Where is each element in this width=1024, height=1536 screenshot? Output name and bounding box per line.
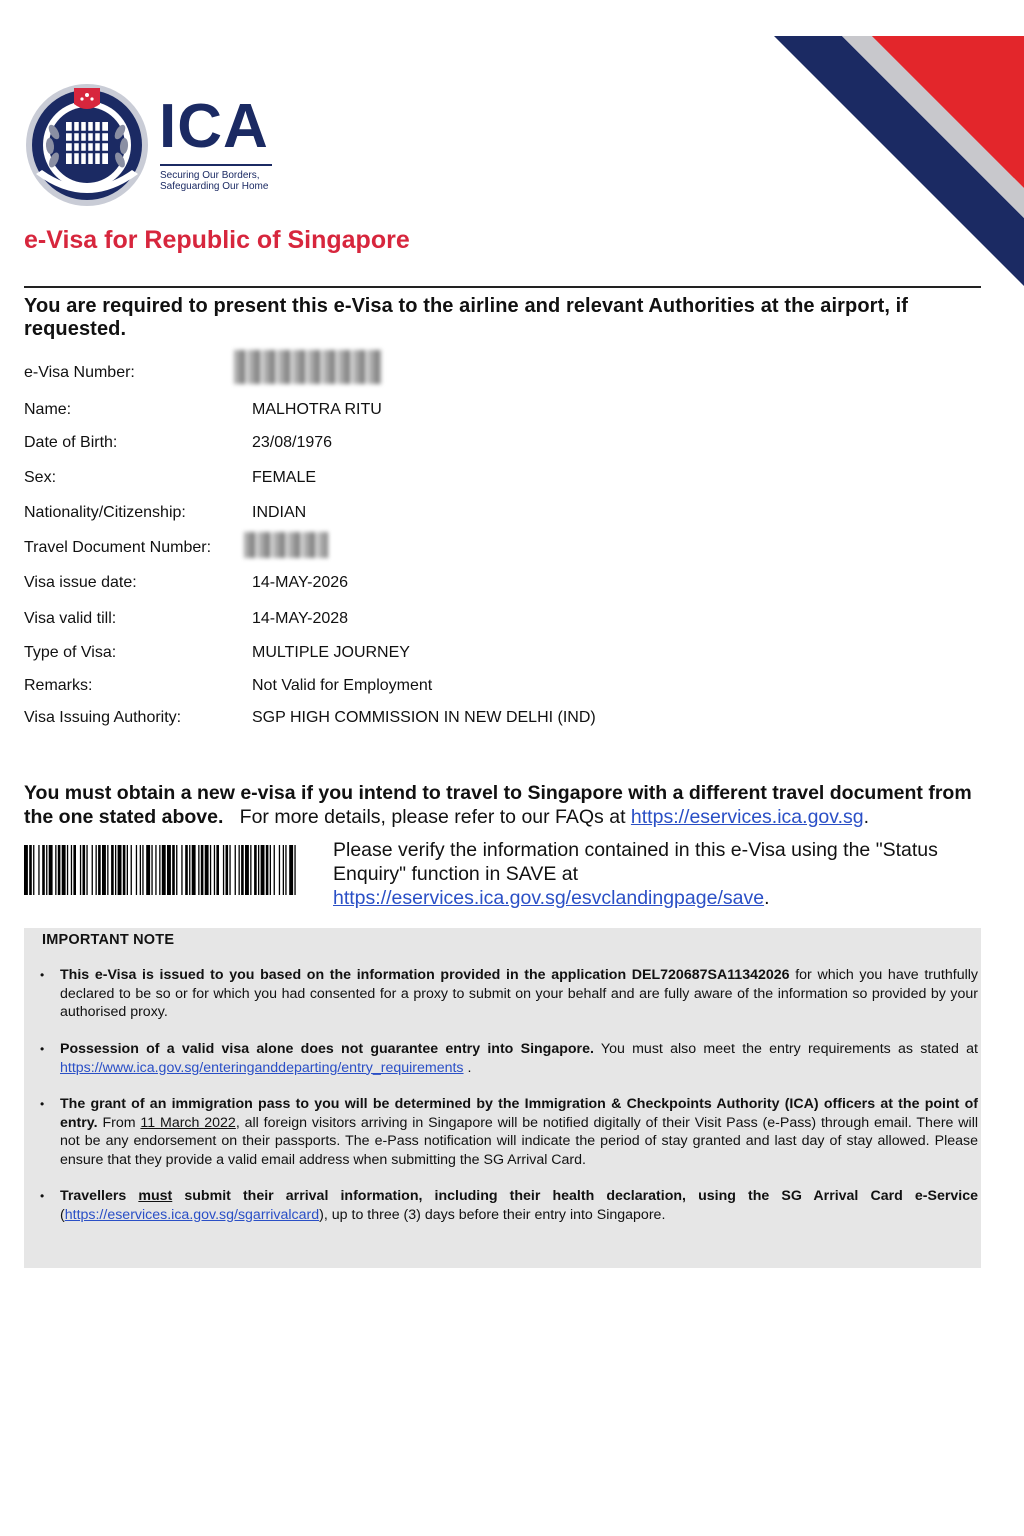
barcode-bar xyxy=(216,845,219,895)
field-value: FEMALE xyxy=(252,469,317,486)
barcode-bar xyxy=(223,845,224,895)
field-travel-document-number xyxy=(24,537,984,559)
barcode-bar xyxy=(235,845,236,895)
field-remarks xyxy=(24,675,984,697)
logo-tagline xyxy=(160,170,268,192)
corner-stripes-decoration xyxy=(764,0,1024,300)
barcode-bar xyxy=(258,845,259,895)
barcode-bar xyxy=(92,845,93,895)
entry-requirements-link[interactable]: https://www.ica.gov.sg/enteringanddeparting/entry_requirements xyxy=(60,1059,464,1076)
barcode-bar xyxy=(151,845,152,895)
field-value: 14-MAY-2028 xyxy=(252,610,349,627)
field-label: Visa issue date: xyxy=(24,574,137,591)
verify-text: Please verify the information contained in this e-Visa using the "Status Enquiry" function in SAVE at xyxy=(333,839,938,885)
field-value: SGP HIGH COMMISSION IN NEW DELHI (IND) xyxy=(252,709,596,726)
barcode-bar xyxy=(24,845,28,895)
barcode-bar xyxy=(29,845,32,895)
warning-bold-text: You must obtain a new e-visa if you intend to travel to Singapore with a different travel document from the one stated above. xyxy=(24,782,972,828)
barcode-bar xyxy=(185,845,188,895)
barcode-bar xyxy=(167,845,171,895)
field-sex xyxy=(24,467,984,489)
lead-instruction: You are required to present this e-Visa to the airline and relevant Authorities at the airport, if requested. xyxy=(24,295,909,340)
barcode-bar xyxy=(159,845,160,895)
save-verification-link[interactable]: https://eservices.ica.gov.sg/esvclandingpage/save xyxy=(333,887,765,909)
barcode-bar xyxy=(192,845,196,895)
barcode-bar xyxy=(49,845,53,895)
barcode-bar xyxy=(123,845,126,895)
logo-tagline-line-1: Securing Our Borders, xyxy=(160,170,260,181)
field-label: Sex: xyxy=(24,469,57,486)
bullet-bold: This e-Visa is issued to you based on the information provided in the application DEL720687SA11342026 xyxy=(60,967,790,983)
barcode-bar xyxy=(245,845,249,895)
barcode-bar xyxy=(270,845,271,895)
barcode-bar xyxy=(285,845,286,895)
bullet-text: for which you have truthfully declared to be so or for which you had consented for a proxy to submit on your behalf and are fully aware of the information so provided by your authorised proxy. xyxy=(60,967,978,1020)
barcode-bar xyxy=(189,845,190,895)
bullet-date: 11 March 2022 xyxy=(140,1114,236,1131)
barcode-bar xyxy=(98,845,101,895)
barcode-bar xyxy=(226,845,229,895)
bullet-open: ( xyxy=(60,1206,65,1223)
field-evisa-number xyxy=(24,362,984,384)
title-divider xyxy=(24,286,981,288)
barcode-bar xyxy=(210,845,211,895)
barcode-bar xyxy=(118,845,122,895)
field-visa-issue-date xyxy=(24,572,984,594)
barcode-bar xyxy=(239,845,240,895)
bullet-bold: The grant of an immigration pass to you will be determined by the Immigration & Checkpoints Authority (ICA) officers at the point of entry. xyxy=(60,1096,978,1131)
important-note-panel xyxy=(24,928,981,1268)
barcode-bar xyxy=(198,845,199,895)
bullet-text: , all foreign visitors arriving in Singapore will be notified digitally of their Visit Pass (e-Pass) through email. There will not be any endorsement on their passports. The e-Pass notification will indicate the period of stay granted and last day of stay allowed. Please ensure that they provide a valid email address when submitting the SG Arrival Card. xyxy=(60,1114,978,1168)
barcode-bar xyxy=(131,845,132,895)
barcode-bar xyxy=(142,845,143,895)
barcode-bar xyxy=(86,845,87,895)
verify-instructions xyxy=(333,838,983,910)
note-bullet-application xyxy=(60,966,978,1022)
barcode-bar xyxy=(136,845,137,895)
note-bullet-arrival-card xyxy=(60,1187,978,1224)
bullet-bold: submit their arrival information, including their health declaration, using the SG Arrival Card e-Service xyxy=(184,1188,978,1204)
barcode-bar xyxy=(274,845,275,895)
faq-link[interactable]: https://eservices.ica.gov.sg xyxy=(630,806,864,828)
ica-seal-icon xyxy=(24,82,150,208)
field-label: Remarks: xyxy=(24,677,93,694)
bullet-text: From xyxy=(102,1114,136,1131)
field-name xyxy=(24,399,984,421)
field-type-of-visa xyxy=(24,642,984,664)
bullet-bold: Possession of a valid visa alone does not guarantee entry into Singapore. xyxy=(60,1041,594,1057)
barcode-bar xyxy=(241,845,244,895)
barcode-bar xyxy=(279,845,280,895)
bullet-must: must xyxy=(138,1188,173,1204)
barcode-bar xyxy=(250,845,251,895)
field-label: Name: xyxy=(24,401,72,418)
barcode-bar xyxy=(205,845,209,895)
barcode-bar xyxy=(176,845,177,895)
verify-end: . xyxy=(764,887,770,909)
barcode-bar xyxy=(42,845,45,895)
barcode-bar xyxy=(115,845,116,895)
barcode-bar xyxy=(162,845,166,895)
ica-wordmark: ICA xyxy=(159,92,269,161)
barcode-bar xyxy=(201,845,204,895)
field-issuing-authority xyxy=(24,707,984,729)
bullet-bold: Travellers xyxy=(60,1188,127,1204)
field-label: Type of Visa: xyxy=(24,644,117,661)
field-value: INDIAN xyxy=(252,504,307,521)
barcode-bar xyxy=(146,845,150,895)
barcode-bar xyxy=(33,845,34,895)
barcode-bar xyxy=(266,845,269,895)
barcode-bar xyxy=(58,845,61,895)
barcode-bar xyxy=(38,845,39,895)
barcode-bar xyxy=(172,845,175,895)
field-label: Visa valid till: xyxy=(24,610,117,627)
warning-end: . xyxy=(863,806,870,828)
barcode-bar xyxy=(294,845,295,895)
barcode-bar xyxy=(127,845,128,895)
field-value: MALHOTRA RITU xyxy=(252,401,382,418)
logo-tagline-line-2: Safeguarding Our Home xyxy=(160,181,269,192)
barcode-bar xyxy=(155,845,156,895)
barcode-bar xyxy=(214,845,215,895)
arrival-card-link[interactable]: https://eservices.ica.gov.sg/sgarrivalcard xyxy=(64,1206,320,1223)
barcode-bar xyxy=(289,845,293,895)
note-bullet-entry xyxy=(60,1040,978,1077)
field-nationality xyxy=(24,502,984,524)
field-label: Nationality/Citizenship: xyxy=(24,504,186,521)
field-value: MULTIPLE JOURNEY xyxy=(252,644,410,661)
field-label: Date of Birth: xyxy=(24,434,118,451)
barcode-bar xyxy=(46,845,47,895)
redacted-evisa-number xyxy=(234,350,382,384)
field-label: Travel Document Number: xyxy=(24,539,212,556)
logo-rule xyxy=(160,164,272,166)
field-value: Not Valid for Employment xyxy=(252,677,433,694)
barcode-bar xyxy=(102,845,106,895)
barcode-bar xyxy=(111,845,114,895)
field-date-of-birth xyxy=(24,432,984,454)
redacted-travel-document-number xyxy=(244,532,328,558)
barcode-bar xyxy=(140,845,141,895)
barcode-bar xyxy=(73,845,76,895)
barcode-bar xyxy=(83,845,86,895)
barcode-bar xyxy=(261,845,265,895)
field-value: 23/08/1976 xyxy=(252,434,333,451)
barcode-bar xyxy=(283,845,284,895)
bullet-text: You must also meet the entry requirements as stated at xyxy=(600,1041,978,1057)
barcode-bar xyxy=(96,845,97,895)
ica-logo xyxy=(24,82,284,212)
field-value: 14-MAY-2026 xyxy=(252,574,349,591)
barcode-bar xyxy=(229,845,230,895)
note-bullet-immigration-pass xyxy=(60,1095,978,1169)
barcode-bar xyxy=(107,845,108,895)
barcode-bar xyxy=(181,845,182,895)
bullet-end: . xyxy=(467,1059,472,1076)
barcode-bar xyxy=(80,845,81,895)
barcode xyxy=(24,845,298,895)
barcode-bar xyxy=(62,845,66,895)
new-evisa-warning xyxy=(24,781,984,829)
warning-faq-text: For more details, please refer to our FAQs at xyxy=(239,806,626,828)
document-title: e-Visa for Republic of Singapore xyxy=(24,226,410,254)
field-label: e-Visa Number: xyxy=(24,364,135,381)
important-note-heading: IMPORTANT NOTE xyxy=(42,932,175,948)
barcode-bar xyxy=(67,845,68,895)
barcode-bar xyxy=(55,845,56,895)
field-visa-valid-till xyxy=(24,608,984,630)
barcode-bar xyxy=(71,845,72,895)
bullet-text: ), up to three (3) days before their entry into Singapore. xyxy=(319,1206,666,1223)
field-label: Visa Issuing Authority: xyxy=(24,709,182,726)
barcode-bar xyxy=(254,845,257,895)
